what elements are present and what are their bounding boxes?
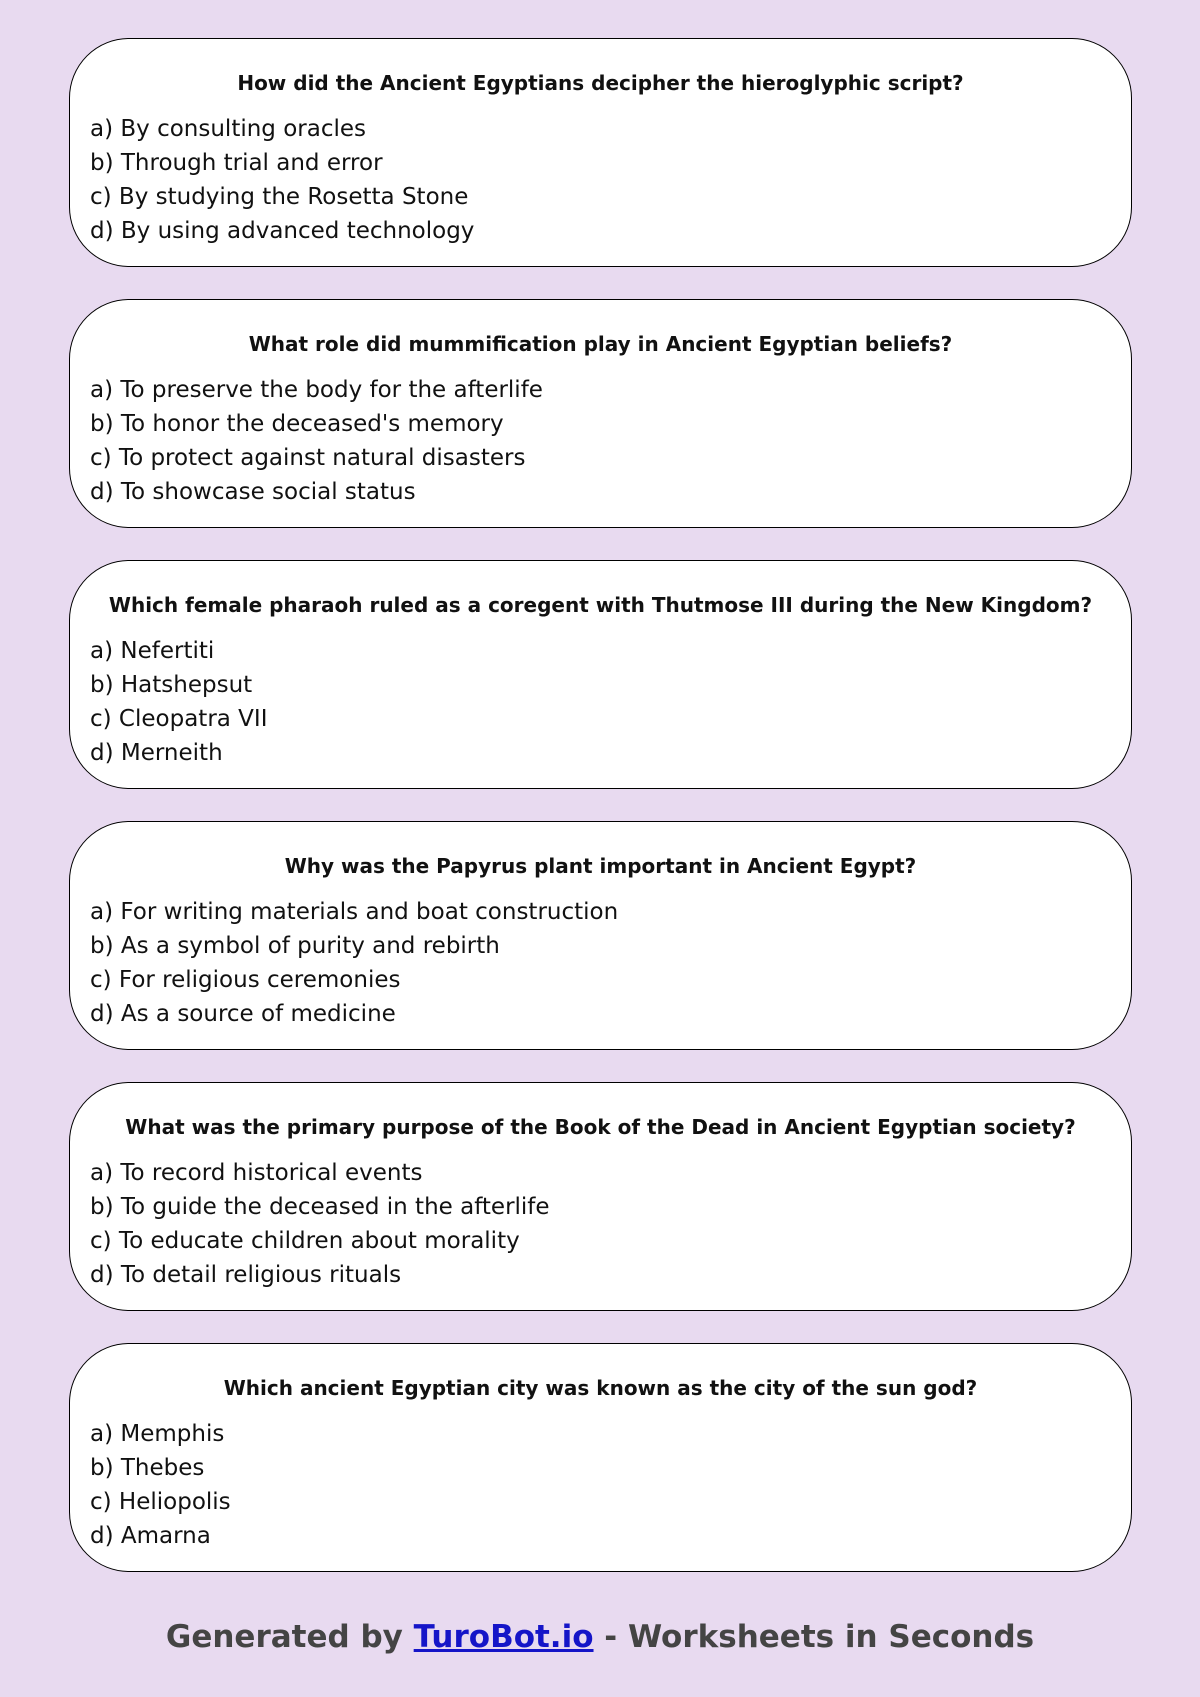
question-text: How did the Ancient Egyptians decipher the hieroglyphic script?: [237, 71, 964, 95]
answer-option-a: a) By consulting oracles: [90, 116, 367, 142]
answer-option-d: d) Merneith: [90, 740, 223, 766]
answer-option-c: c) To educate children about morality: [90, 1228, 520, 1254]
footer-prefix: Generated by: [165, 1619, 414, 1655]
answer-option-a: a) To record historical events: [90, 1160, 423, 1186]
question-card: [69, 1343, 1132, 1572]
question-text: Which ancient Egyptian city was known as the city of the sun god?: [223, 1376, 978, 1400]
answer-list: [90, 373, 1111, 509]
answer-option-c: c) Heliopolis: [90, 1489, 231, 1515]
question-card: [69, 38, 1132, 267]
answer-option-b: b) To guide the deceased in the afterlife: [90, 1194, 550, 1220]
answer-list: [90, 112, 1111, 248]
answer-list: [90, 895, 1111, 1031]
question-card: [69, 299, 1132, 528]
answer-option-d: d) To showcase social status: [90, 479, 416, 505]
answer-option-b: b) Hatshepsut: [90, 672, 253, 698]
footer-credit: [0, 1619, 1200, 1655]
answer-option-a: a) For writing materials and boat construction: [90, 899, 619, 925]
answer-option-c: c) To protect against natural disasters: [90, 445, 526, 471]
answer-list: [90, 1417, 1111, 1553]
question-text: What role did mummification play in Ancient Egyptian beliefs?: [248, 332, 953, 356]
question-card: [69, 1082, 1132, 1311]
answer-option-b: b) As a symbol of purity and rebirth: [90, 933, 500, 959]
answer-option-b: b) Through trial and error: [90, 150, 383, 176]
answer-list: [90, 1156, 1111, 1292]
answer-option-a: a) Memphis: [90, 1421, 225, 1447]
question-card: [69, 821, 1132, 1050]
answer-option-d: d) By using advanced technology: [90, 218, 475, 244]
answer-option-c: c) By studying the Rosetta Stone: [90, 184, 469, 210]
answer-option-c: c) For religious ceremonies: [90, 967, 401, 993]
answer-option-b: b) To honor the deceased's memory: [90, 411, 504, 437]
answer-option-b: b) Thebes: [90, 1455, 205, 1481]
answer-option-d: d) Amarna: [90, 1523, 211, 1549]
answer-option-a: a) To preserve the body for the afterlife: [90, 377, 543, 403]
question-text: What was the primary purpose of the Book of the Dead in Ancient Egyptian society?: [125, 1115, 1076, 1139]
question-text: Why was the Papyrus plant important in Ancient Egypt?: [284, 854, 917, 878]
question-text: Which female pharaoh ruled as a coregent with Thutmose III during the New Kingdom?: [108, 593, 1093, 617]
footer-suffix: - Worksheets in Seconds: [593, 1619, 1035, 1655]
question-card: [69, 560, 1132, 789]
answer-list: [90, 634, 1111, 770]
turobot-link[interactable]: TuroBot.io: [413, 1619, 594, 1655]
worksheet: [69, 38, 1132, 1604]
answer-option-a: a) Nefertiti: [90, 638, 215, 664]
answer-option-d: d) As a source of medicine: [90, 1001, 396, 1027]
answer-option-c: c) Cleopatra VII: [90, 706, 268, 732]
answer-option-d: d) To detail religious rituals: [90, 1262, 402, 1288]
